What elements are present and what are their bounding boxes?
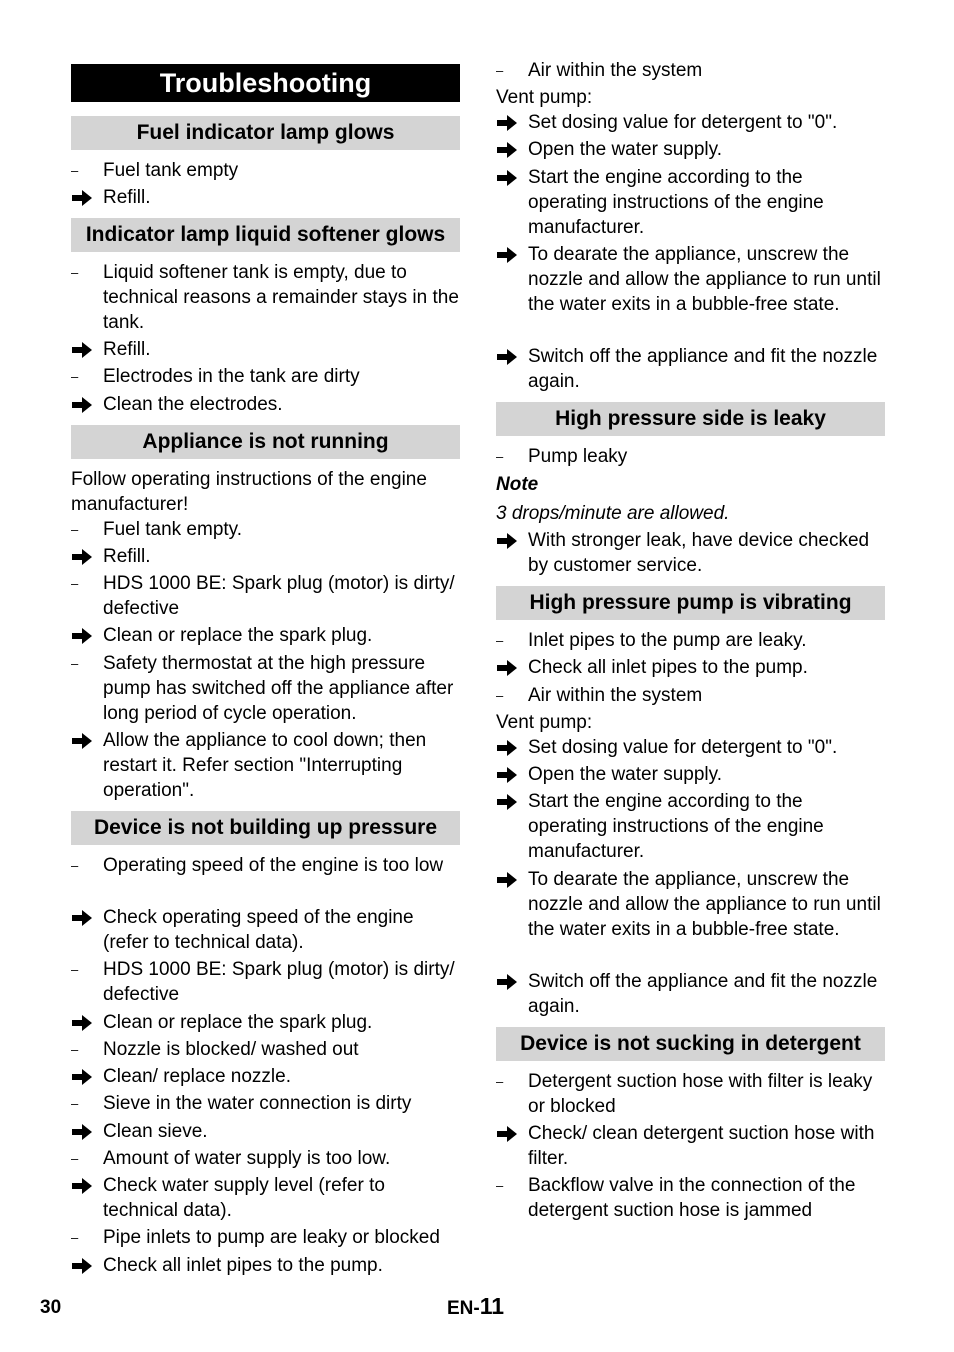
arrow-icon: [496, 344, 522, 374]
section-heading-no-pressure: Device is not building up pressure: [71, 811, 460, 845]
list-item: Open the water supply.: [496, 137, 885, 162]
list-item: – HDS 1000 BE: Spark plug (motor) is dirty/ defective: [71, 959, 455, 1005]
list-item: Open the water supply.: [496, 762, 885, 787]
arrow-icon: [71, 1119, 97, 1149]
arrow-icon: [71, 728, 97, 758]
language-code: EN: [447, 1298, 474, 1319]
dash-marker: –: [71, 1096, 79, 1111]
note-label: Note: [496, 474, 539, 495]
dash-marker: –: [71, 369, 79, 384]
list-item: Start the engine according to the operating instructions of the engine manufacturer.: [496, 789, 885, 864]
section-heading-softener: Indicator lamp liquid softener glows: [71, 218, 460, 252]
list-item: – Sieve in the water connection is dirty: [71, 1093, 412, 1114]
section-heading-fuel-indicator: Fuel indicator lamp glows: [71, 116, 460, 150]
arrow-icon: [496, 969, 522, 999]
list-item: Refill.: [71, 337, 460, 362]
list-item: Allow the appliance to cool down; then restart it. Refer section "Interrupting operation".: [71, 728, 460, 803]
list-item: – Air within the system: [496, 685, 703, 706]
list-item: Check/ clean detergent suction hose with filter.: [496, 1121, 885, 1171]
list-item: – Backflow valve in the connection of the detergent suction hose is jammed: [496, 1175, 856, 1221]
arrow-icon: [71, 185, 97, 215]
list-item: – Pump leaky: [496, 446, 628, 467]
list-item: Switch off the appliance and fit the nozzle again.: [496, 344, 885, 394]
list-item: – Pipe inlets to pump are leaky or blocked: [71, 1227, 440, 1248]
arrow-icon: [496, 1121, 522, 1151]
arrow-icon: [496, 735, 522, 765]
list-item: To dearate the appliance, unscrew the nozzle and allow the appliance to run until the water exits in a bubble-free state.: [496, 867, 885, 942]
arrow-icon: [496, 110, 522, 140]
arrow-icon: [496, 867, 522, 897]
arrow-icon: [71, 905, 97, 935]
list-item: – Fuel tank empty: [71, 160, 239, 181]
dash-marker: –: [496, 1178, 504, 1193]
arrow-icon: [71, 337, 97, 367]
dash-marker: –: [71, 265, 79, 280]
dash-marker: –: [496, 688, 504, 703]
arrow-icon: [71, 544, 97, 574]
list-item: With stronger leak, have device checked by customer service.: [496, 528, 885, 578]
list-item: Check all inlet pipes to the pump.: [496, 655, 885, 680]
dash-marker: –: [496, 63, 504, 78]
list-item: Set dosing value for detergent to "0".: [496, 735, 885, 760]
section-page-indicator: [447, 1293, 504, 1320]
section-heading-hp-leaky: High pressure side is leaky: [496, 402, 885, 436]
page-number: 30: [40, 1297, 62, 1318]
arrow-icon: [496, 242, 522, 272]
arrow-icon: [496, 528, 522, 558]
list-item: – Electrodes in the tank are dirty: [71, 366, 360, 387]
dash-marker: –: [71, 1042, 79, 1057]
arrow-icon: [71, 1010, 97, 1040]
list-item: – Inlet pipes to the pump are leaky.: [496, 630, 807, 651]
list-item: – Operating speed of the engine is too low: [71, 855, 444, 876]
arrow-icon: [71, 392, 97, 422]
list-item: Clean or replace the spark plug.: [71, 1010, 460, 1035]
section-heading-not-running: Appliance is not running: [71, 425, 460, 459]
list-item: – Safety thermostat at the high pressure pump has switched off the appliance after long period of cycle operation.: [71, 653, 454, 724]
list-item: To dearate the appliance, unscrew the nozzle and allow the appliance to run until the water exits in a bubble-free state.: [496, 242, 885, 317]
dash-marker: –: [496, 1074, 504, 1089]
dash-marker: –: [496, 633, 504, 648]
list-item: – Nozzle is blocked/ washed out: [71, 1039, 359, 1060]
list-item: Start the engine according to the operating instructions of the engine manufacturer.: [496, 165, 885, 240]
list-item: – Air within the system: [496, 60, 703, 81]
dash-marker: –: [71, 163, 79, 178]
dash-marker: –: [71, 522, 79, 537]
list-item: – Liquid softener tank is empty, due to technical reasons a remainder stays in the tank.: [71, 262, 459, 333]
arrow-icon: [71, 623, 97, 653]
dash-marker: –: [71, 1151, 79, 1166]
dash-marker: –: [71, 962, 79, 977]
list-item: – Detergent suction hose with filter is leaky or blocked: [496, 1071, 873, 1117]
list-item: – Fuel tank empty.: [71, 519, 243, 540]
list-item: Check all inlet pipes to the pump.: [71, 1253, 460, 1278]
list-item: Set dosing value for detergent to "0".: [496, 110, 885, 135]
arrow-icon: [496, 165, 522, 195]
section-heading-hp-vibrating: High pressure pump is vibrating: [496, 586, 885, 620]
dash-marker: –: [71, 858, 79, 873]
list-item: – HDS 1000 BE: Spark plug (motor) is dirty/ defective: [71, 573, 455, 619]
section-heading-not-sucking: Device is not sucking in detergent: [496, 1027, 885, 1061]
list-item: Refill.: [71, 544, 460, 569]
list-item: Check operating speed of the engine (refer to technical data).: [71, 905, 460, 955]
dash-marker: –: [71, 576, 79, 591]
arrow-icon: [496, 137, 522, 167]
intro-text: Follow operating instructions of the engine manufacturer!: [71, 469, 427, 515]
list-item: – Amount of water supply is too low.: [71, 1148, 391, 1169]
vent-pump-label: Vent pump:: [496, 712, 593, 733]
dash-marker: –: [496, 449, 504, 464]
arrow-icon: [496, 655, 522, 685]
separator: -: [473, 1298, 480, 1319]
arrow-icon: [71, 1253, 97, 1283]
dash-marker: –: [71, 656, 79, 671]
arrow-icon: [496, 762, 522, 792]
page-title: Troubleshooting: [71, 64, 460, 102]
arrow-icon: [496, 789, 522, 819]
list-item: Check water supply level (refer to technical data).: [71, 1173, 460, 1223]
dash-marker: –: [71, 1230, 79, 1245]
arrow-icon: [71, 1064, 97, 1094]
list-item: Clean sieve.: [71, 1119, 460, 1144]
vent-pump-label: Vent pump:: [496, 87, 593, 108]
list-item: Clean the electrodes.: [71, 392, 460, 417]
section-page-number: 11: [479, 1293, 505, 1319]
list-item: Clean/ replace nozzle.: [71, 1064, 460, 1089]
note-text: 3 drops/minute are allowed.: [496, 503, 730, 524]
list-item: Switch off the appliance and fit the nozzle again.: [496, 969, 885, 1019]
arrow-icon: [71, 1173, 97, 1203]
list-item: Refill.: [71, 185, 460, 210]
list-item: Clean or replace the spark plug.: [71, 623, 460, 648]
